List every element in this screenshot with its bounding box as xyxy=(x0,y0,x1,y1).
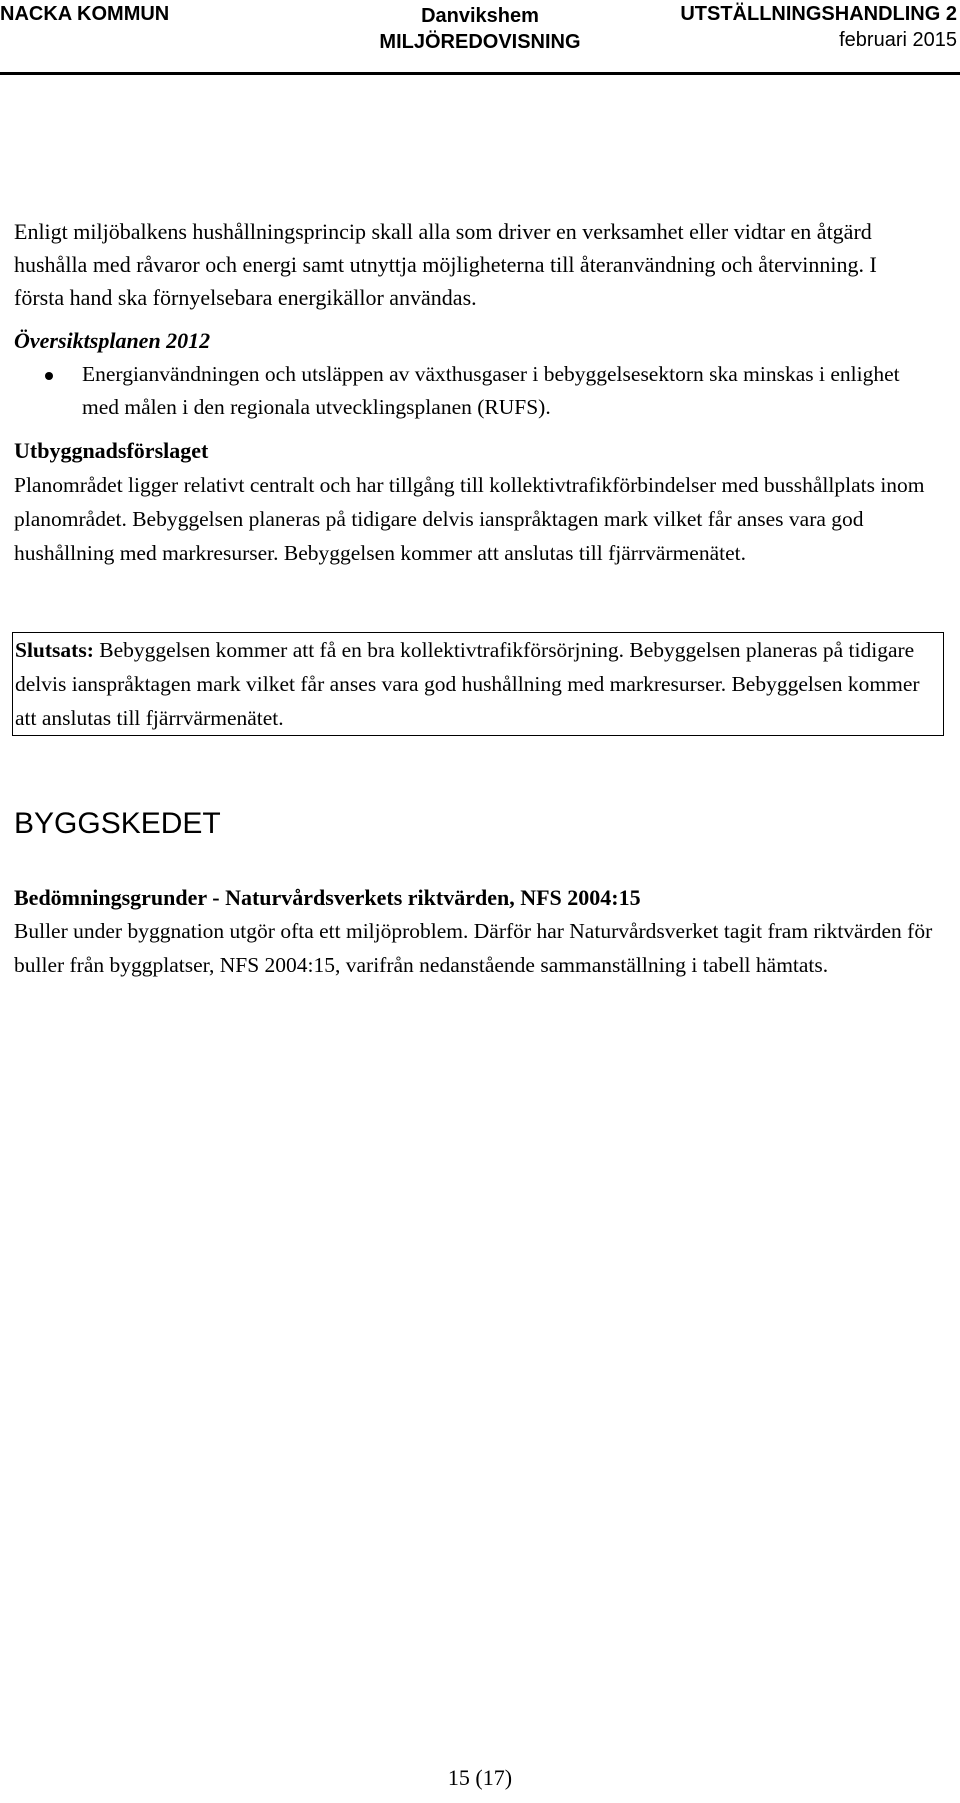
bullet-icon xyxy=(45,372,53,380)
oversiktsplan-heading: Översiktsplanen 2012 xyxy=(14,328,211,353)
list-item-text: Energianvändningen och utsläppen av växthusgaser i bebyggelsesektorn ska minskas i enlighet med målen i den regionala utvecklingsplanen (RUFS). xyxy=(82,362,900,419)
org-name: NACKA KOMMUN xyxy=(0,3,170,25)
slutsats-text: Bebyggelsen kommer att få en bra kollektivtrafikförsörjning. Bebyggelsen planeras på tidigare delvis ianspråktagen mark vilket får anses vara god hushållning med markresurser. Bebyggelsen kommer att anslutas till fjärrvärmenätet. xyxy=(15,638,920,730)
slutsats-label: Slutsats: xyxy=(15,638,94,662)
page-header xyxy=(0,0,960,78)
list-item xyxy=(14,358,944,424)
page-content xyxy=(14,215,944,982)
oversiktsplan-list xyxy=(14,358,944,424)
intro-paragraph: Enligt miljöbalkens hushållningsprincip skall alla som driver en verksamhet eller vidtar en åtgärd hushålla med råvaror och energi samt utnyttja möjligheterna till återanvändning och återvinning. I första hand ska förnyelsebara energikällor användas. xyxy=(14,219,877,310)
stage-label: UTSTÄLLNINGSHANDLING 2 xyxy=(680,3,957,25)
buller-paragraph: Buller under byggnation utgör ofta ett miljöproblem. Därför har Naturvårdsverket tagit fram riktvärden för buller från byggplatser, NFS 2004:15, varifrån nedanstående sammanställning i tabell hämtats. xyxy=(14,919,933,977)
page-number: 15 (17) xyxy=(447,1765,513,1790)
project-name: Danvikshem xyxy=(421,5,539,27)
document-date: februari 2015 xyxy=(839,29,957,51)
utbyggnad-paragraph: Planområdet ligger relativt centralt och har tillgång till kollektivtrafikförbindelser med busshållplats inom planområdet. Bebyggelsen planeras på tidigare delvis ianspråktagen mark vilket får anses vara god hushållning med markresurser. Bebyggelsen kommer att anslutas till fjärrvärmenätet. xyxy=(14,473,925,565)
bedomningsgrunder-heading: Bedömningsgrunder - Naturvårdsverkets riktvärden, NFS 2004:15 xyxy=(14,885,641,910)
utbyggnad-heading: Utbyggnadsförslaget xyxy=(14,438,209,463)
section-title: BYGGSKEDET xyxy=(14,807,221,840)
header-rule xyxy=(0,72,960,75)
document-type: MILJÖREDOVISNING xyxy=(379,31,581,53)
slutsats-box xyxy=(12,632,944,736)
